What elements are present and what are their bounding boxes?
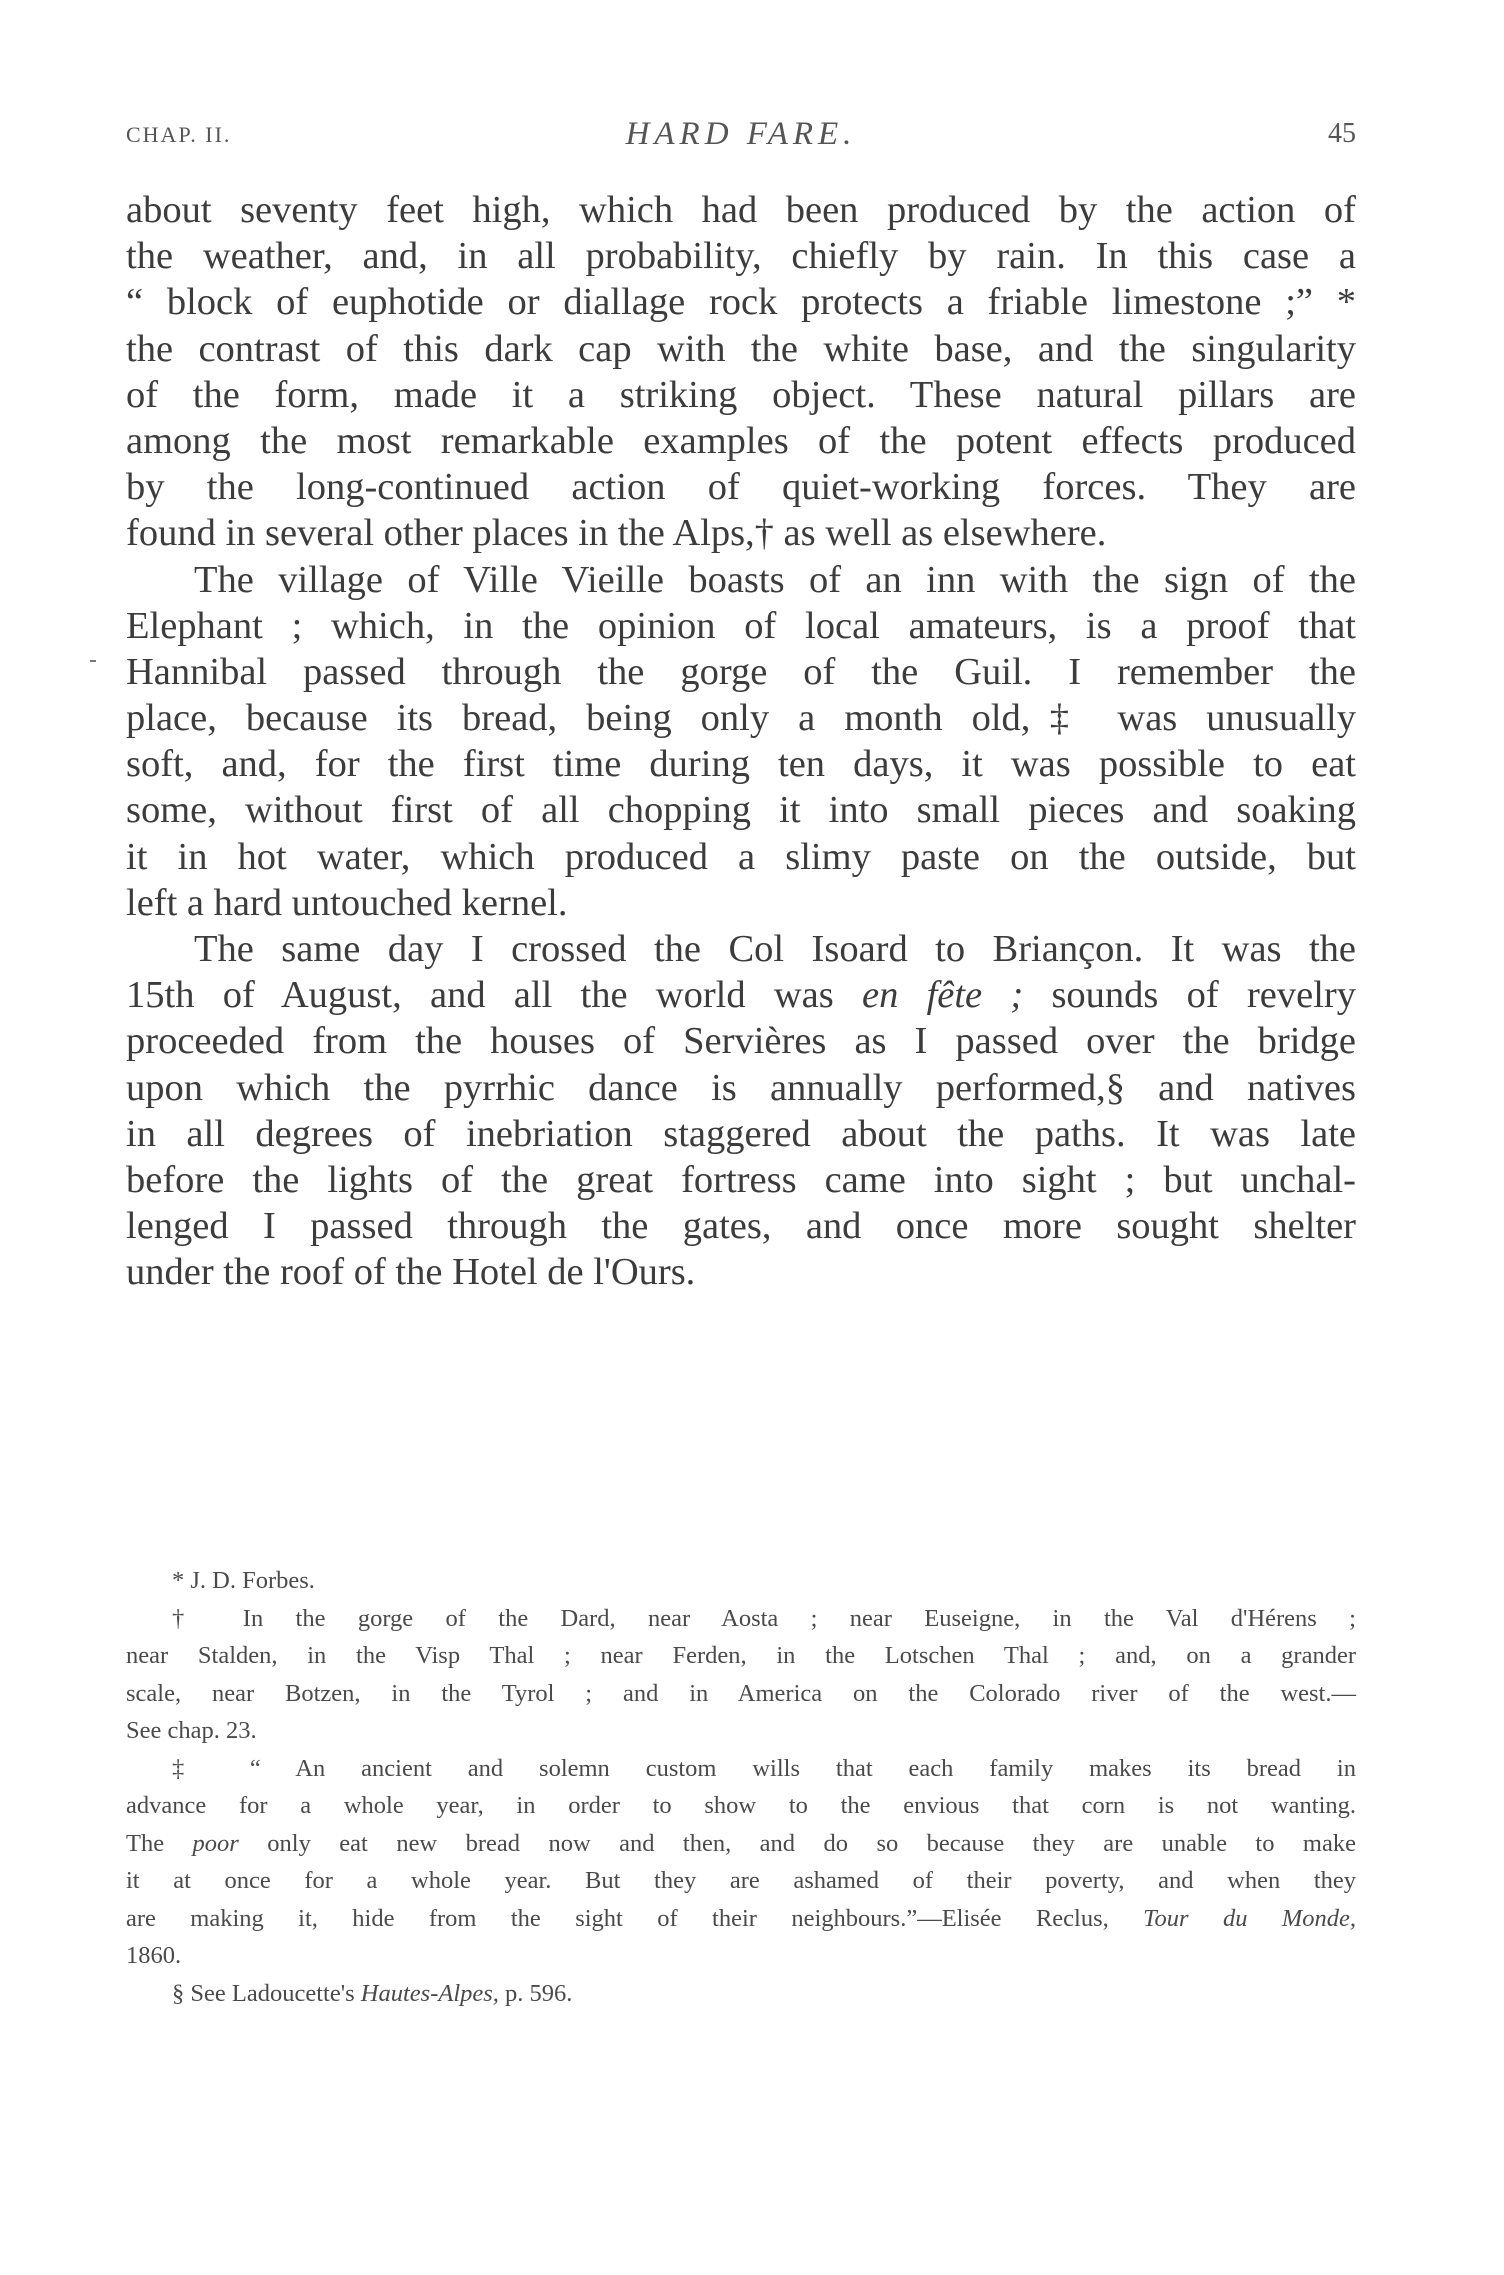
text-line: upon which the pyrrhic dance is annually performed,§ and natives (126, 1066, 1356, 1109)
footnote-line (126, 1900, 1356, 1938)
text-line: proceeded from the houses of Servières as I passed over the bridge (126, 1020, 1356, 1063)
margin-mark (90, 660, 96, 662)
footnote-line: scale, near Botzen, in the Tyrol ; and in America on the Colorado river of the west.— (126, 1679, 1356, 1707)
paragraph-1 (126, 187, 1356, 557)
footnote-line: near Stalden, in the Visp Thal ; near Ferden, in the Lotschen Thal ; and, on a grander (126, 1642, 1356, 1669)
text-segment: sounds of revelry (1023, 974, 1356, 1017)
text-segment: 15th of August, and all the world was (126, 974, 862, 1017)
text-line: Elephant ; which, in the opinion of local amateurs, is a proof that (126, 604, 1356, 647)
text-line: some, without first of all chopping it into small pieces and soaking (126, 789, 1356, 832)
text-segment: The (126, 1829, 193, 1857)
text-segment: p. 596. (498, 1979, 573, 2007)
footnote-line (126, 1975, 1356, 2013)
text-line: The village of Ville Vieille boasts of an inn with the sign of the (194, 558, 1356, 601)
text-line: left a hard untouched kernel. (126, 881, 568, 924)
text-line: the weather, and, in all probability, chiefly by rain. In this case a (126, 235, 1356, 278)
text-line: lenged I passed through the gates, and once more sought shelter (126, 1205, 1356, 1248)
text-line: Hannibal passed through the gorge of the Guil. I remember the (126, 650, 1356, 693)
footnote-3 (126, 1750, 1356, 1975)
text-line: soft, and, for the first time during ten days, it was possible to eat (126, 743, 1356, 786)
text-line (126, 972, 1356, 1018)
text-segment: only eat new bread now and then, and do so because they are unable to make (238, 1829, 1356, 1857)
text-line: of the form, made it a striking object. These natural pillars are (126, 373, 1356, 416)
text-line: “ block of euphotide or diallage rock protects a friable limestone ;” * (126, 281, 1356, 324)
text-line: in all degrees of inebriation staggered about the paths. It was late (126, 1112, 1356, 1155)
footnote-line: ‡ “ An ancient and solemn custom wills that each family makes its bread in (172, 1754, 1356, 1782)
footnote-line: See chap. 23. (126, 1717, 257, 1744)
footnotes (126, 1562, 1356, 2012)
text-line: The same day I crossed the Col Isoard to Briançon. It was the (194, 928, 1356, 970)
text-line: among the most remarkable examples of the potent effects produced (126, 419, 1356, 462)
footnote-line: it at once for a whole year. But they are ashamed of their poverty, and when they (126, 1867, 1356, 1894)
footnote-4 (126, 1975, 1356, 2013)
footnote-line: † In the gorge of the Dard, near Aosta ; near Euseigne, in the Val d'Hérens ; (172, 1604, 1356, 1632)
footnote-line: 1860. (126, 1942, 182, 1969)
italic-phrase: poor (192, 1829, 239, 1857)
text-segment: § See Ladoucette's (172, 1979, 361, 2007)
main-text (126, 187, 1356, 1296)
text-line: it in hot water, which produced a slimy paste on the outside, but (126, 835, 1356, 878)
italic-phrase: Hautes-Alpes, (360, 1979, 499, 2007)
text-line: place, because its bread, being only a month old,‡ was unusually (126, 697, 1356, 740)
italic-phrase: en fête ; (861, 974, 1024, 1017)
text-line: before the lights of the great fortress came into sight ; but unchal- (126, 1158, 1356, 1201)
paragraph-2 (126, 557, 1356, 927)
chapter-label: CHAP. II. (126, 122, 232, 147)
page-title: HARD FARE. (625, 116, 857, 152)
page-number: 45 (1328, 118, 1356, 149)
italic-phrase: Tour du Monde, (1143, 1904, 1356, 1932)
footnote-line: advance for a whole year, in order to show to the envious that corn is not wanting. (126, 1792, 1356, 1819)
text-line: the contrast of this dark cap with the white base, and the singularity (126, 327, 1356, 370)
running-head (126, 116, 1356, 156)
footnote-2 (126, 1600, 1356, 1750)
text-line: found in several other places in the Alps,† as well as elsewhere. (126, 512, 1107, 555)
text-line: under the roof of the Hotel de l'Ours. (126, 1251, 696, 1294)
text-line: by the long-continued action of quiet-working forces. They are (126, 466, 1356, 509)
footnote-line: * J. D. Forbes. (172, 1567, 315, 1594)
text-segment: are making it, hide from the sight of their neighbours.”—Elisée Reclus, (126, 1904, 1144, 1932)
paragraph-3 (126, 926, 1356, 1296)
footnote-1 (126, 1562, 1356, 1600)
footnote-line (126, 1825, 1356, 1863)
text-line: about seventy feet high, which had been produced by the action of (126, 189, 1356, 231)
